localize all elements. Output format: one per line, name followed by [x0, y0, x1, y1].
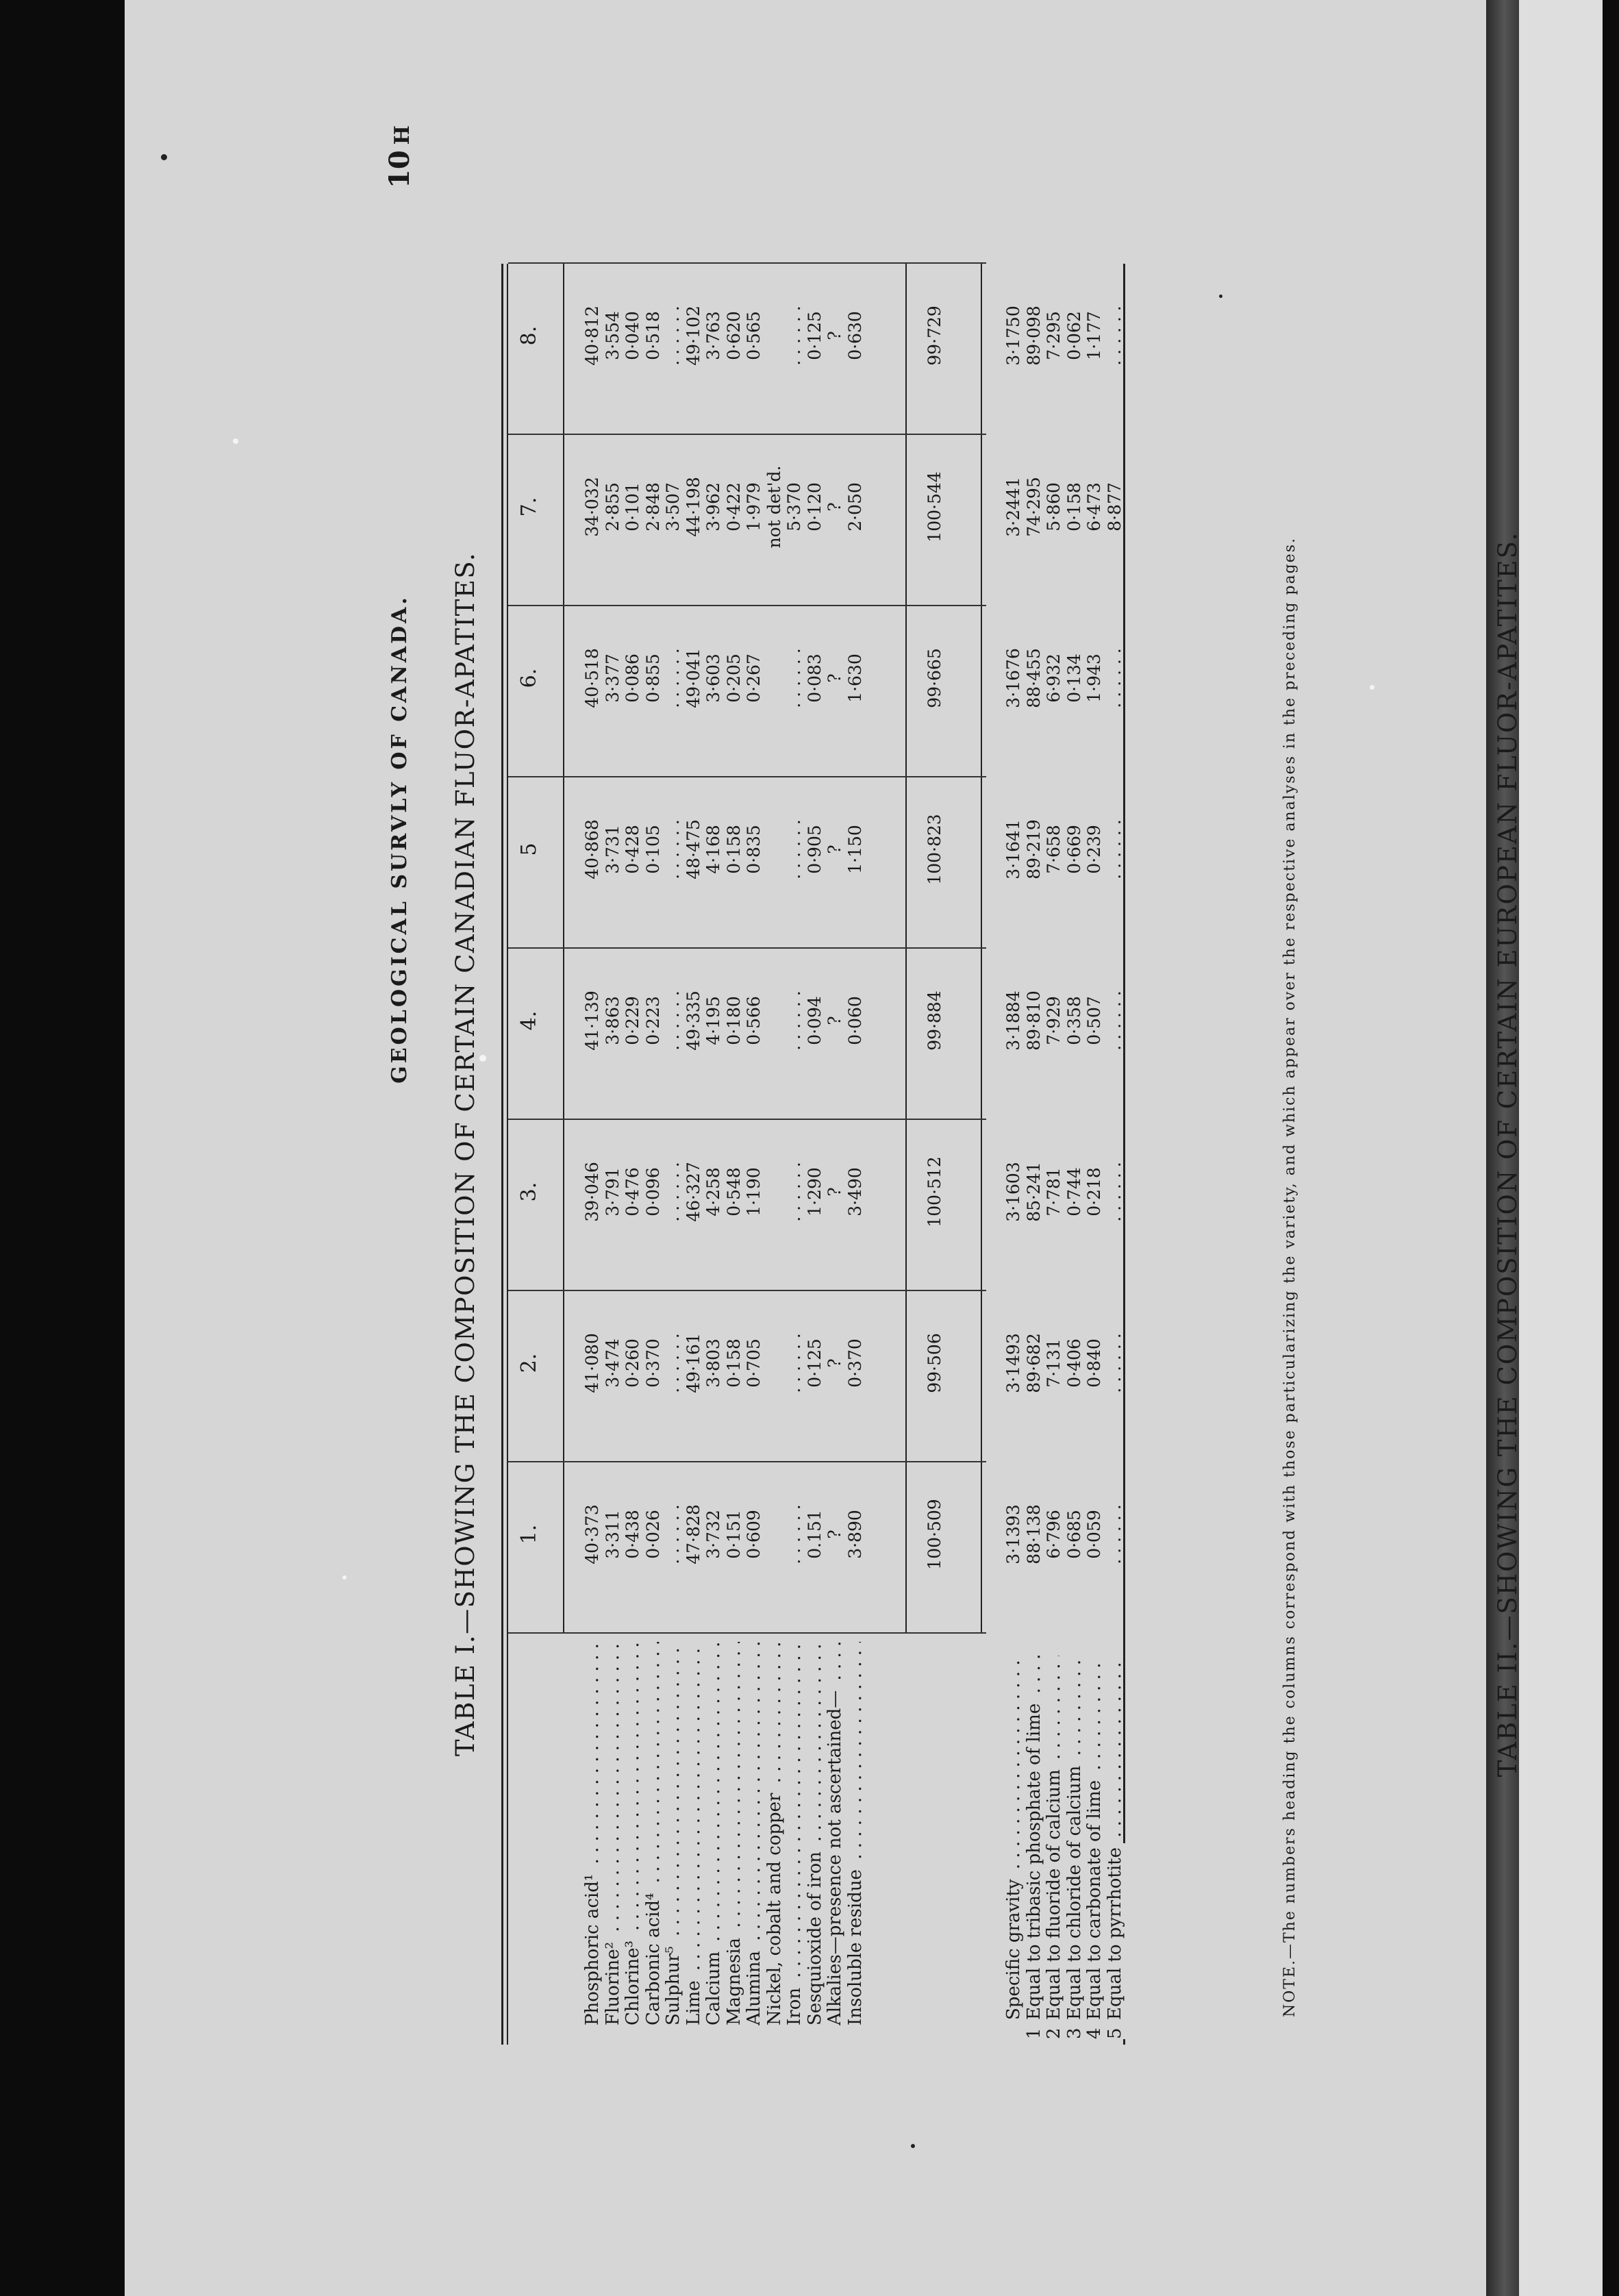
table-cell: 0·083	[804, 653, 825, 703]
row-label	[582, 1642, 603, 2025]
table-cell: 5·370	[784, 482, 804, 532]
row-label-text: Magnesia	[724, 1934, 744, 2025]
derived-cell: 0·840	[1084, 1338, 1104, 1388]
derived-cell: . . . . . .	[1104, 1504, 1125, 1564]
table-cell: 0·086	[623, 653, 642, 703]
table-cell: . . . . . .	[663, 819, 683, 879]
scan-speck	[233, 438, 238, 444]
derived-cell: . . . . . .	[1104, 990, 1125, 1051]
column-separator	[508, 605, 986, 606]
row-label-text: Sesquioxide of iron	[805, 1847, 825, 2025]
table-cell: 3·863	[602, 996, 623, 1045]
table-cell: ?	[825, 1358, 844, 1368]
table-cell: 0·428	[623, 825, 642, 874]
row-label-text: Lime	[683, 1976, 704, 2025]
table-cell: 0·370	[642, 1338, 663, 1388]
table-cell: 0·630	[844, 311, 865, 360]
lower-rule	[981, 264, 982, 1634]
row-label	[845, 1642, 866, 2025]
derived-cell: 6·473	[1084, 482, 1104, 532]
table-cell: 3·763	[703, 311, 723, 360]
derived-cell: 3·2441	[1003, 477, 1023, 537]
table-cell: 0·229	[623, 996, 642, 1045]
row-number: 1	[1024, 2020, 1044, 2039]
table-cell: 46·327	[683, 1162, 703, 1222]
table-cell: 3·507	[663, 482, 683, 532]
table-cell: . . . . . .	[663, 990, 683, 1051]
derived-cell: . . . . . .	[1104, 819, 1125, 879]
row-label	[663, 1642, 683, 2025]
table-cell: 0·040	[623, 311, 642, 360]
row-label	[683, 1642, 704, 2025]
table-cell: 0·438	[623, 1510, 642, 1559]
table-cell: 0·566	[744, 996, 764, 1045]
column-separator	[508, 947, 986, 949]
total-cell: 100·512	[925, 1156, 944, 1227]
table-cell: 3·490	[844, 1167, 865, 1216]
page-number: 10H	[384, 125, 416, 188]
table-cell: 0·205	[723, 653, 744, 703]
table-cell: . . . . . .	[663, 648, 683, 708]
table-cell: 0·855	[642, 653, 663, 703]
row-label	[805, 1642, 825, 2025]
table-cell: 0·267	[744, 653, 764, 703]
derived-cell: 0·218	[1084, 1167, 1104, 1216]
derived-row-label	[1003, 1656, 1024, 2039]
table-cell: 0·422	[723, 482, 744, 532]
table-cell: 0·548	[723, 1167, 744, 1216]
table-cell: . . . . . .	[663, 305, 683, 366]
table-cell: 39·046	[582, 1162, 602, 1222]
derived-row-label	[1044, 1656, 1064, 2039]
table-cell: 0·370	[844, 1338, 865, 1388]
row-label	[724, 1642, 744, 2025]
table-cell: ?	[825, 673, 844, 683]
row-label-text: Specific gravity	[1003, 1875, 1024, 2020]
derived-cell: 6·932	[1044, 653, 1064, 703]
row-label-text: Nickel, cobalt and copper	[764, 1789, 785, 2025]
table-cell: 47·828	[683, 1504, 703, 1564]
table-cell: 2·855	[602, 482, 623, 532]
derived-cell: 0·059	[1084, 1510, 1104, 1559]
table-cell: 0·835	[744, 825, 764, 874]
table-cell: 0·518	[642, 311, 663, 360]
table-cell: 0·476	[623, 1167, 642, 1216]
table-cell: 0·565	[744, 311, 764, 360]
row-label-text: Iron	[784, 1984, 805, 2025]
derived-cell: 7·658	[1044, 825, 1064, 874]
table-cell: 0·609	[744, 1510, 764, 1559]
derived-cell: 89·810	[1023, 990, 1044, 1051]
row-label	[643, 1642, 664, 2025]
column-separator	[508, 1119, 986, 1120]
derived-cell: 85·241	[1023, 1162, 1044, 1222]
derived-cell: 0·158	[1064, 482, 1084, 532]
table-cell: 2·848	[642, 482, 663, 532]
table-cell: 0·120	[804, 482, 825, 532]
totals-rule	[905, 264, 907, 1634]
table-cell: 0·125	[804, 1338, 825, 1388]
row-label-text: Chlorine³	[623, 1936, 643, 2025]
table-cell: 0·260	[623, 1338, 642, 1388]
row-label-text: Insoluble residue	[845, 1865, 866, 2025]
table-cell: 44·198	[683, 477, 703, 537]
table-cell: . . . . . .	[784, 1504, 804, 1564]
column-header: 5	[517, 843, 541, 856]
derived-cell: 5·860	[1044, 482, 1064, 532]
table-cell: 49·161	[683, 1333, 703, 1393]
table-cell: 40·812	[582, 305, 602, 366]
total-cell: 99·665	[925, 648, 944, 708]
derived-row-label	[1064, 1656, 1085, 2039]
table-cell: . . . . . .	[784, 990, 804, 1051]
table-cell: ?	[825, 1016, 844, 1025]
column-header: 7.	[517, 497, 541, 517]
total-cell: 99·729	[925, 305, 944, 366]
table-cell: 1·630	[844, 653, 865, 703]
total-cell: 99·506	[925, 1333, 944, 1393]
derived-cell: 3·1603	[1003, 1162, 1023, 1222]
row-label-text: Equal to tribasic phosphate of lime	[1024, 1699, 1044, 2020]
derived-cell: 3·1493	[1003, 1333, 1023, 1393]
rotated-table-page	[384, 0, 1561, 2045]
table-cell: 2·050	[844, 482, 865, 532]
table-cell: not det'd.	[764, 465, 784, 549]
row-label	[744, 1642, 764, 2025]
column-header: 3.	[517, 1182, 541, 1202]
table-cell: 0·151	[723, 1510, 744, 1559]
derived-cell: 0·062	[1064, 311, 1084, 360]
table-cell: 0·180	[723, 996, 744, 1045]
table-cell: 0·125	[804, 311, 825, 360]
total-cell: 100·823	[925, 814, 944, 885]
derived-row-label	[1084, 1656, 1105, 2039]
derived-cell: 1·943	[1084, 653, 1104, 703]
table-cell: 1·190	[744, 1167, 764, 1216]
derived-cell: 0·239	[1084, 825, 1104, 874]
derived-cell: 0·669	[1064, 825, 1084, 874]
table-cell: 49·102	[683, 305, 703, 366]
derived-row-label	[1024, 1656, 1044, 2039]
table-top-rule	[501, 264, 503, 2045]
table-cell: 0·094	[804, 996, 825, 1045]
column-separator	[508, 1461, 986, 1462]
derived-cell: 0·358	[1064, 996, 1084, 1045]
table-cell: . . . . . .	[663, 1162, 683, 1222]
scan-speck	[161, 154, 167, 160]
table-cell: ?	[825, 502, 844, 512]
derived-row-label	[1105, 1656, 1125, 2039]
table-cell: 3·731	[602, 825, 623, 874]
row-label-text: Carbonic acid⁴	[643, 1889, 664, 2025]
table-cell: ?	[825, 331, 844, 340]
derived-cell: 3·1393	[1003, 1504, 1023, 1564]
row-label	[703, 1642, 724, 2025]
row-label	[784, 1642, 805, 2025]
column-header: 2.	[517, 1353, 541, 1373]
table-cell: . . . . . .	[663, 1333, 683, 1393]
table-cell: 34·032	[582, 477, 602, 537]
table-cell: 41·080	[582, 1333, 602, 1393]
table-cell: 3·311	[602, 1510, 623, 1559]
table-cell: 0·060	[844, 996, 865, 1045]
table-cell: 0·223	[642, 996, 663, 1045]
derived-cell: 74·295	[1023, 477, 1044, 537]
derived-cell: 89·682	[1023, 1333, 1044, 1393]
row-label-text: Equal to fluoride of calcium	[1044, 1765, 1064, 2020]
table-cell: 4·168	[703, 825, 723, 874]
table-cell: 3·890	[844, 1510, 865, 1559]
table-cell: 40·868	[582, 819, 602, 879]
row-label-text: Equal to chloride of calcium	[1064, 1762, 1085, 2020]
derived-cell: 0·406	[1064, 1338, 1084, 1388]
column-separator	[508, 434, 986, 435]
column-separator	[508, 776, 986, 777]
table-cell: 0·620	[723, 311, 744, 360]
row-label	[825, 1642, 845, 2025]
column-header: 8.	[517, 325, 541, 346]
derived-cell: 0·507	[1084, 996, 1104, 1045]
table-cell: 3·791	[602, 1167, 623, 1216]
derived-cell: 8·877	[1104, 482, 1125, 532]
table-cell: 0·158	[723, 1338, 744, 1388]
table2-title: TABLE II.—SHOWING THE COMPOSITION OF CERTAIN EUROPEAN FLUOR-APATITES.	[1493, 531, 1522, 1777]
table-cell: 4·258	[703, 1167, 723, 1216]
table-cell: 1·290	[804, 1167, 825, 1216]
table-cell: 0·026	[642, 1510, 663, 1559]
derived-cell: 88·138	[1023, 1504, 1044, 1564]
table-cell: 0·096	[642, 1167, 663, 1216]
table-cell: 3·803	[703, 1338, 723, 1388]
row-label	[764, 1642, 785, 2025]
row-label	[623, 1642, 643, 2025]
derived-cell: 0·685	[1064, 1510, 1084, 1559]
table-cell: 0·105	[642, 825, 663, 874]
column-separator	[508, 262, 986, 264]
row-label-text: Phosphoric acid¹	[582, 1870, 603, 2025]
table-cell: 1·150	[844, 825, 865, 874]
row-label-text: Alkalies—presence not ascertained—	[825, 1686, 845, 2025]
table-cell: . . . . . .	[784, 305, 804, 366]
total-cell: 100·544	[925, 471, 944, 542]
derived-cell: 89·219	[1023, 819, 1044, 879]
derived-cell: 7·929	[1044, 996, 1064, 1045]
table-cell: 3·554	[602, 311, 623, 360]
table-cell: ?	[825, 845, 844, 854]
table-cell: 3·603	[703, 653, 723, 703]
table-cell: 40·373	[582, 1504, 602, 1564]
table-cell: 49·041	[683, 648, 703, 708]
total-cell: 99·884	[925, 990, 944, 1051]
running-head: GEOLOGICAL SURVLY OF CANADA.	[388, 595, 412, 1084]
derived-cell: 7·295	[1044, 311, 1064, 360]
table-cell: 3·377	[602, 653, 623, 703]
derived-cell: 3·1884	[1003, 990, 1023, 1051]
column-separator	[508, 1632, 986, 1634]
derived-cell: 3·1641	[1003, 819, 1023, 879]
table-cell: . . . . . .	[784, 648, 804, 708]
derived-cell: 1·177	[1084, 311, 1104, 360]
table-cell: 0·158	[723, 825, 744, 874]
derived-cell: 7·131	[1044, 1338, 1064, 1388]
total-cell: 100·509	[925, 1499, 944, 1570]
row-label-text: Sulphur⁵	[663, 1942, 683, 2025]
table-cell: . . . . . .	[784, 1162, 804, 1222]
derived-cell: 6·796	[1044, 1510, 1064, 1559]
column-header: 6.	[517, 668, 541, 688]
derived-cell: 7·781	[1044, 1167, 1064, 1216]
derived-cell: 0·744	[1064, 1167, 1084, 1216]
derived-cell: 3·1676	[1003, 648, 1023, 708]
derived-cell: 0·134	[1064, 653, 1084, 703]
table-cell: 1·979	[744, 482, 764, 532]
column-separator	[508, 1290, 986, 1291]
row-number: 3	[1064, 2020, 1085, 2039]
row-number: 4	[1084, 2020, 1105, 2039]
row-label-text: Fluorine²	[603, 1938, 623, 2025]
row-label-text: Equal to pyrrhotite	[1105, 1843, 1125, 2020]
table-cell: 40·518	[582, 648, 602, 708]
table-top-rule-inner	[507, 264, 508, 2045]
table-cell: 0.151	[804, 1510, 825, 1559]
row-number: 2	[1044, 2020, 1064, 2039]
row-number: 5	[1105, 2020, 1125, 2039]
table-cell: . . . . . .	[784, 1333, 804, 1393]
table-cell: 3·474	[602, 1338, 623, 1388]
scan-speck	[342, 1575, 347, 1580]
table-cell: 49·335	[683, 990, 703, 1051]
table-cell: 0·705	[744, 1338, 764, 1388]
table-cell: 3·732	[703, 1510, 723, 1559]
table-note: NOTE.—The numbers heading the columns correspond with those particularizing the variety, and which appear over the respective analyses in the preceding pages.	[1281, 537, 1298, 2017]
table-cell: ?	[825, 1187, 844, 1197]
table-cell: . . . . . .	[663, 1504, 683, 1564]
derived-cell: 3·1750	[1003, 305, 1023, 366]
table-cell: 4·195	[703, 996, 723, 1045]
table-cell: 0·101	[623, 482, 642, 532]
row-label-text: Equal to carbonate of lime	[1084, 1776, 1105, 2020]
table-cell: 0·905	[804, 825, 825, 874]
table-cell: 41·139	[582, 990, 602, 1051]
derived-cell: 89·098	[1023, 305, 1044, 366]
row-label-text: Alumina	[744, 1947, 764, 2025]
derived-cell: . . . . . .	[1104, 305, 1125, 366]
table-cell: 48·475	[683, 819, 703, 879]
table1-title: TABLE I.—SHOWING THE COMPOSITION OF CERTAIN CANADIAN FLUOR-APATITES.	[451, 551, 480, 1757]
column-header: 4.	[517, 1010, 541, 1031]
derived-cell: . . . . . .	[1104, 1333, 1125, 1393]
header-rule	[563, 264, 564, 1634]
row-label	[603, 1642, 623, 2025]
table-cell: 3·962	[703, 482, 723, 532]
column-header: 1.	[517, 1524, 541, 1545]
table-cell: . . . . . .	[784, 819, 804, 879]
scan-speck	[911, 2144, 915, 2148]
row-label-text: Calcium	[703, 1947, 724, 2025]
table-cell: ?	[825, 1530, 844, 1539]
derived-cell: . . . . . .	[1104, 1162, 1125, 1222]
derived-cell: 88·455	[1023, 648, 1044, 708]
derived-cell: . . . . . .	[1104, 648, 1125, 708]
